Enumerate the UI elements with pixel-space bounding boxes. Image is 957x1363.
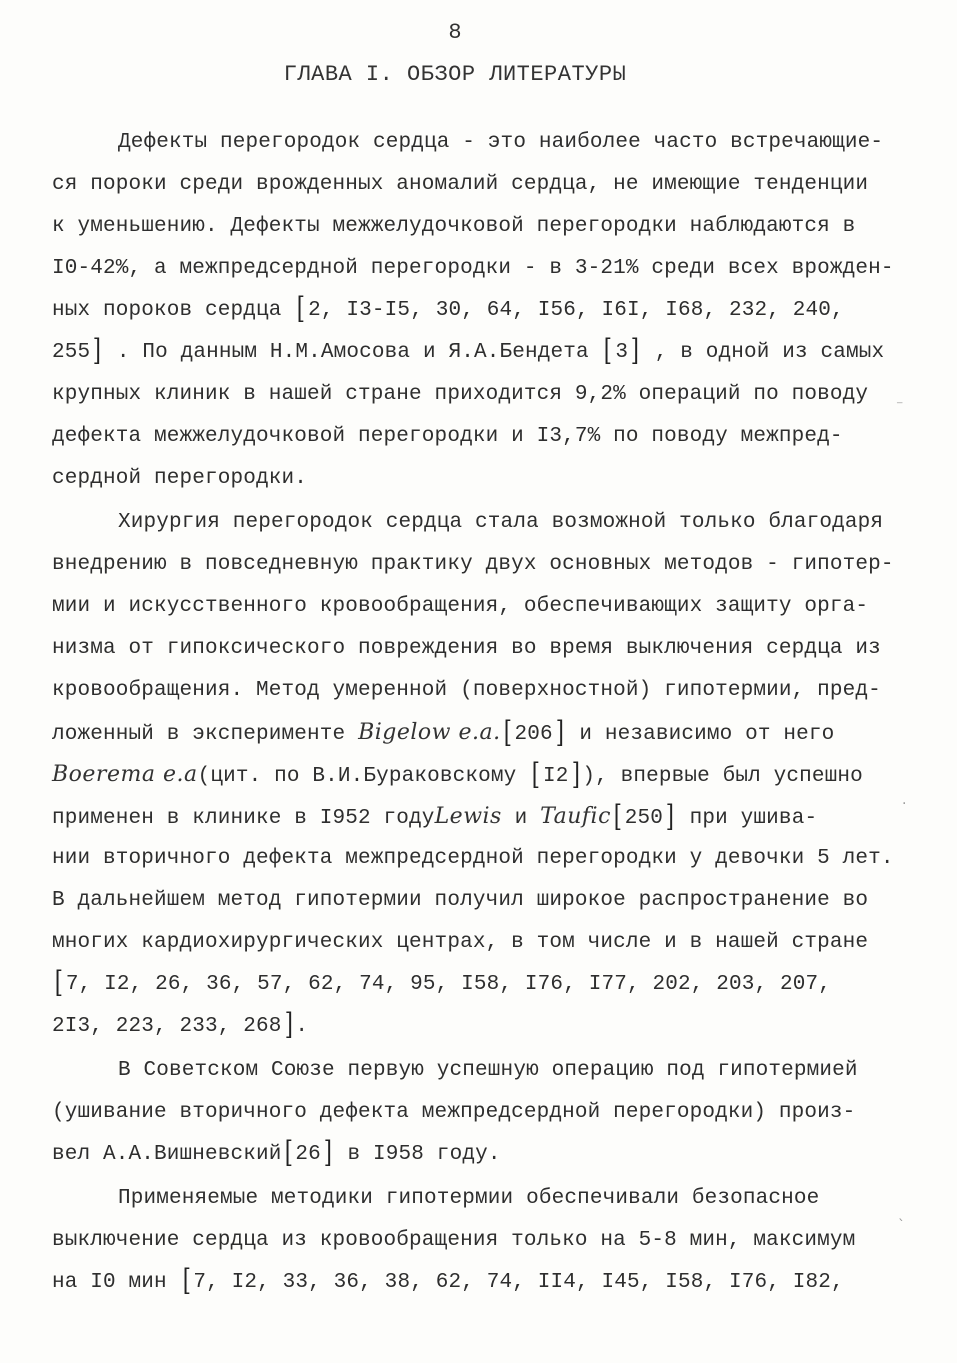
- text-line: сердной перегородки.: [52, 467, 308, 490]
- text-line: к уменьшению. Дефекты межжелудочковой перегородки наблюдаются в: [52, 215, 856, 238]
- text-span: и независимо от него: [579, 723, 835, 746]
- text-line: [52, 758, 863, 792]
- bracket-open: [: [284, 1135, 293, 1170]
- bracket-close: ]: [571, 757, 580, 792]
- citation-refs: 7, I2, 33, 36, 38, 62, 74, II4, I45, I58, I76, I82,: [193, 1271, 844, 1294]
- citation-refs: 3: [615, 341, 629, 364]
- text-line: (ушивание вторичного дефекта межпредсердной перегородки) произ-: [52, 1101, 856, 1124]
- text-span: ных пороков сердца: [52, 299, 282, 322]
- margin-mark: ⁻: [896, 398, 904, 414]
- text-span: .: [295, 1015, 309, 1038]
- text-line: ся пороки среди врожденных аномалий сердца, не имеющие тенденции: [52, 173, 869, 196]
- text-line: [52, 333, 885, 370]
- handwritten-name: Lewis: [434, 804, 502, 829]
- text-line: Дефекты перегородок сердца - это наиболее часто встречающие-: [118, 131, 884, 154]
- text-line: Применяемые методики гипотермии обеспечивали безопасное: [118, 1187, 820, 1210]
- bracket-open: [: [503, 715, 512, 750]
- text-line: многих кардиохирургических центрах, в том числе и в нашей стране: [52, 931, 869, 954]
- handwritten-name: Bigelow e.a.: [358, 720, 501, 745]
- text-span: . По данным Н.М.Амосова и Я.А.Бендета: [116, 341, 589, 364]
- bracket-open: [: [182, 1263, 191, 1298]
- margin-mark: ˋ: [898, 1218, 905, 1234]
- citation-refs: 2, I3-I5, 30, 64, I56, I6I, I68, 232, 240,: [308, 299, 844, 322]
- bracket-close: ]: [323, 1135, 333, 1170]
- text-span: в I958 году.: [347, 1143, 501, 1166]
- text-span: ), впервые был успешно: [582, 765, 863, 788]
- bracket-open: [: [297, 291, 306, 326]
- margin-mark: ·: [902, 796, 907, 812]
- text-line: [52, 1263, 844, 1300]
- text-line: Хирургия перегородок сердца стала возможной только благодаря: [118, 511, 884, 534]
- text-span: , в одной из самых: [654, 341, 885, 364]
- text-line: [52, 291, 844, 328]
- text-span: ложенный в эксперименте: [52, 723, 346, 746]
- text-line: В Советском Союзе первую успешную операцию под гипотермией: [118, 1059, 858, 1082]
- citation-refs: 7, I2, 26, 36, 57, 62, 74, 95, I58, I76, I77, 202, 203, 207,: [65, 973, 831, 996]
- text-line: I0-42%, а межпредсердной перегородки - в 3-21% среди всех врожден-: [52, 257, 894, 280]
- bracket-close: ]: [630, 333, 640, 368]
- citation-refs: 206: [514, 723, 553, 746]
- bracket-open: [: [613, 799, 623, 834]
- citation-refs: 2I3, 223, 233, 268: [52, 1015, 282, 1038]
- text-span: при ушива-: [689, 807, 818, 830]
- text-line: дефекта межжелудочковой перегородки и I3,7% по поводу межпред-: [52, 425, 843, 448]
- bracket-close: ]: [93, 333, 102, 368]
- bracket-open: [: [604, 333, 613, 368]
- text-line: В дальнейшем метод гипотермии получил широкое распространение во: [52, 889, 869, 912]
- text-line: [52, 1135, 501, 1172]
- text-span: (цит. по В.И.Бураковскому: [197, 765, 517, 788]
- text-line: мии и искусственного кровообращения, обеспечивающих защиту орга-: [52, 595, 869, 618]
- citation-refs: 255: [52, 341, 91, 364]
- citation-refs: 250: [624, 807, 664, 830]
- bracket-open: [: [531, 757, 541, 792]
- handwritten-name: Boerema e.a: [52, 762, 198, 787]
- text-span: и: [514, 807, 528, 830]
- text-line: выключение сердца из кровообращения только на 5-8 мин, максимум: [52, 1229, 856, 1252]
- text-line: кровообращения. Метод умеренной (поверхностной) гипотермии, пред-: [52, 679, 881, 702]
- bracket-close: ]: [284, 1007, 293, 1042]
- citation-refs: I2: [543, 765, 569, 788]
- text-line: нии вторичного дефекта межпредсердной перегородки у девочки 5 лет.: [52, 847, 894, 870]
- page-number: 8: [448, 20, 462, 45]
- text-line: [52, 1007, 309, 1044]
- bracket-close: ]: [555, 715, 564, 750]
- citation-refs: 26: [295, 1143, 321, 1166]
- text-line: [52, 965, 831, 1002]
- chapter-title: ГЛАВА I. ОБЗОР ЛИТЕРАТУРЫ: [283, 62, 627, 87]
- text-span: на I0 мин: [52, 1271, 167, 1294]
- text-line: [52, 800, 817, 834]
- handwritten-name: Taufic: [540, 804, 611, 829]
- text-span: вел А.А.Вишневский: [52, 1143, 282, 1166]
- text-line: внедрению в повседневную практику двух основных методов - гипотер-: [52, 553, 894, 576]
- bracket-open: [: [54, 965, 64, 1000]
- bracket-close: ]: [665, 799, 675, 834]
- text-span: применен в клинике в I952 году: [52, 807, 435, 830]
- text-line: [52, 716, 834, 750]
- text-line: крупных клиник в нашей стране приходится 9,2% операций по поводу: [52, 383, 869, 406]
- text-line: низма от гипоксического повреждения во время выключения сердца из: [52, 637, 881, 660]
